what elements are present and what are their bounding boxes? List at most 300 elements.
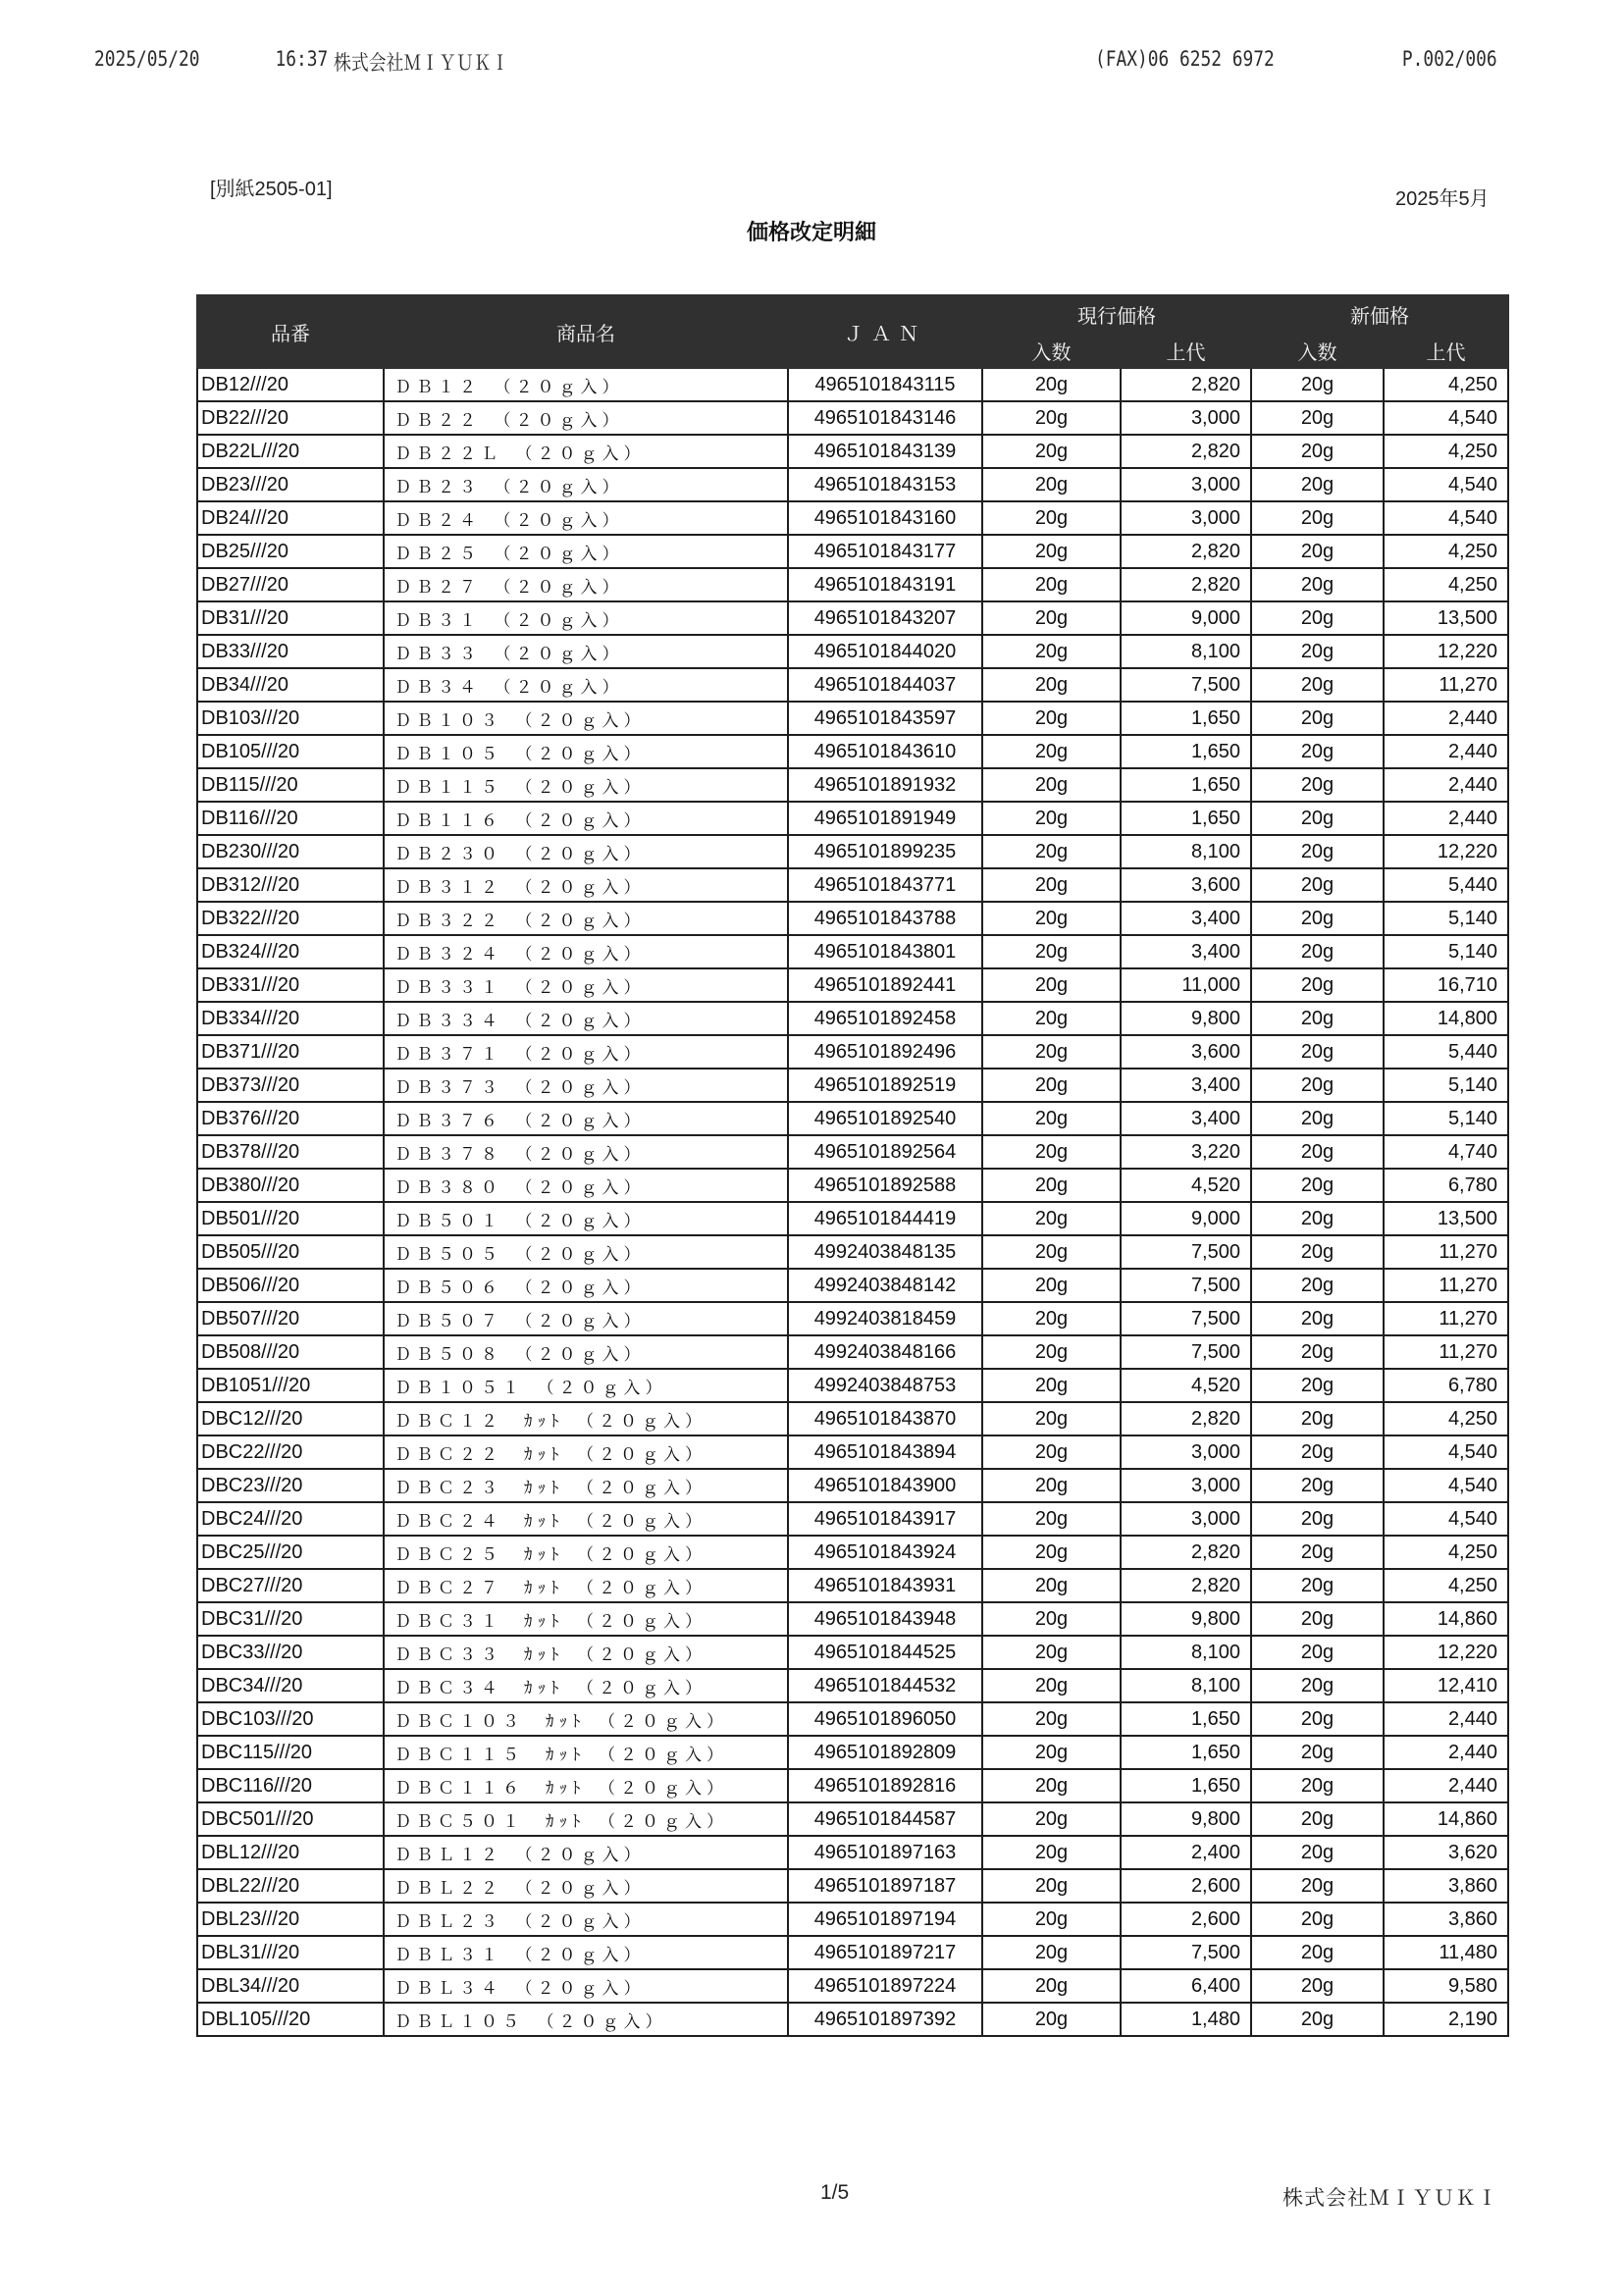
cell-jan: 4965101892458: [788, 1002, 982, 1035]
cell-jan: 4965101896050: [788, 1702, 982, 1736]
cell-current-qty: 20g: [982, 1669, 1121, 1702]
cell-new-qty: 20g: [1251, 1936, 1384, 1969]
cell-code: DB27///20: [197, 568, 384, 601]
cell-current-qty: 20g: [982, 1869, 1121, 1903]
cell-jan: 4965101892496: [788, 1035, 982, 1069]
cell-code: DB324///20: [197, 935, 384, 968]
cell-jan: 4965101843870: [788, 1402, 982, 1435]
cell-name: ＤＢ５０７ （２０ｇ入）: [384, 1302, 788, 1335]
cell-current-list-price: 7,500: [1121, 1936, 1251, 1969]
cell-new-list-price: 4,250: [1384, 535, 1508, 568]
cell-name: ＤＢＣ１１５ ｶｯﾄ （２０ｇ入）: [384, 1736, 788, 1769]
cell-new-list-price: 5,140: [1384, 902, 1508, 935]
cell-new-qty: 20g: [1251, 1202, 1384, 1235]
cell-new-qty: 20g: [1251, 1869, 1384, 1903]
table-row: [197, 1903, 1508, 1936]
document-reference: [別紙2505-01]: [210, 179, 333, 200]
cell-current-list-price: 1,650: [1121, 1702, 1251, 1736]
page-indicator: 1/5: [820, 2181, 850, 2204]
cell-current-list-price: 3,000: [1121, 1435, 1251, 1469]
cell-new-list-price: 13,500: [1384, 601, 1508, 635]
cell-code: DBC115///20: [197, 1736, 384, 1769]
cell-current-list-price: 7,500: [1121, 668, 1251, 702]
column-group-new-price: 新価格: [1251, 295, 1508, 333]
cell-name: ＤＢ２４ （２０ｇ入）: [384, 501, 788, 535]
cell-current-list-price: 1,650: [1121, 1769, 1251, 1802]
cell-name: ＤＢＣ２３ ｶｯﾄ （２０ｇ入）: [384, 1469, 788, 1502]
cell-code: DB508///20: [197, 1335, 384, 1369]
cell-name: ＤＢＣ２４ ｶｯﾄ （２０ｇ入）: [384, 1502, 788, 1536]
cell-new-qty: 20g: [1251, 1235, 1384, 1269]
cell-name: ＤＢ３３１ （２０ｇ入）: [384, 968, 788, 1002]
cell-new-list-price: 11,270: [1384, 1335, 1508, 1369]
cell-code: DBC27///20: [197, 1569, 384, 1602]
table-row: [197, 835, 1508, 868]
column-header-jan: ＪＡＮ: [788, 295, 982, 368]
cell-current-list-price: 3,600: [1121, 1035, 1251, 1069]
cell-new-qty: 20g: [1251, 902, 1384, 935]
cell-code: DB12///20: [197, 368, 384, 401]
cell-name: ＤＢ２５ （２０ｇ入）: [384, 535, 788, 568]
cell-new-qty: 20g: [1251, 1402, 1384, 1435]
cell-code: DBC103///20: [197, 1702, 384, 1736]
cell-code: DB1051///20: [197, 1369, 384, 1402]
cell-current-qty: 20g: [982, 802, 1121, 835]
cell-current-qty: 20g: [982, 902, 1121, 935]
table-row: [197, 1435, 1508, 1469]
cell-code: DBC24///20: [197, 1502, 384, 1536]
cell-code: DBC12///20: [197, 1402, 384, 1435]
cell-jan: 4965101843207: [788, 601, 982, 635]
document-date: 2025年5月: [1395, 188, 1490, 210]
cell-new-qty: 20g: [1251, 401, 1384, 435]
cell-current-qty: 20g: [982, 601, 1121, 635]
cell-current-qty: 20g: [982, 768, 1121, 802]
cell-jan: 4965101843788: [788, 902, 982, 935]
cell-current-list-price: 1,650: [1121, 1736, 1251, 1769]
cell-new-list-price: 2,440: [1384, 1769, 1508, 1802]
table-row: [197, 601, 1508, 635]
cell-new-list-price: 4,250: [1384, 1536, 1508, 1569]
cell-code: DB371///20: [197, 1035, 384, 1069]
cell-new-list-price: 11,270: [1384, 1235, 1508, 1269]
cell-code: DBL12///20: [197, 1836, 384, 1869]
cell-code: DBL22///20: [197, 1869, 384, 1903]
cell-current-qty: 20g: [982, 635, 1121, 668]
cell-new-list-price: 11,270: [1384, 668, 1508, 702]
cell-code: DBC23///20: [197, 1469, 384, 1502]
cell-code: DB373///20: [197, 1069, 384, 1102]
cell-new-qty: 20g: [1251, 1602, 1384, 1636]
cell-name: ＤＢ３３ （２０ｇ入）: [384, 635, 788, 668]
cell-current-list-price: 4,520: [1121, 1369, 1251, 1402]
cell-name: ＤＢ１１５ （２０ｇ入）: [384, 768, 788, 802]
cell-code: DBL34///20: [197, 1969, 384, 2003]
cell-current-qty: 20g: [982, 1302, 1121, 1335]
cell-new-list-price: 5,140: [1384, 935, 1508, 968]
cell-current-list-price: 1,650: [1121, 768, 1251, 802]
cell-new-qty: 20g: [1251, 435, 1384, 468]
cell-name: ＤＢ３２２ （２０ｇ入）: [384, 902, 788, 935]
cell-current-list-price: 3,400: [1121, 1102, 1251, 1135]
cell-jan: 4965101843931: [788, 1569, 982, 1602]
cell-current-qty: 20g: [982, 1235, 1121, 1269]
cell-new-qty: 20g: [1251, 935, 1384, 968]
cell-jan: 4965101844037: [788, 668, 982, 702]
cell-current-list-price: 4,520: [1121, 1169, 1251, 1202]
cell-jan: 4965101843900: [788, 1469, 982, 1502]
cell-current-qty: 20g: [982, 468, 1121, 501]
cell-jan: 4965101844587: [788, 1802, 982, 1836]
cell-name: ＤＢ１０５１ （２０ｇ入）: [384, 1369, 788, 1402]
cell-name: ＤＢ５０５ （２０ｇ入）: [384, 1235, 788, 1269]
table-row: [197, 1702, 1508, 1736]
cell-new-qty: 20g: [1251, 1302, 1384, 1335]
cell-new-qty: 20g: [1251, 501, 1384, 535]
cell-new-qty: 20g: [1251, 1836, 1384, 1869]
cell-new-qty: 20g: [1251, 1569, 1384, 1602]
column-header-new-list-price: 上代: [1384, 333, 1508, 368]
cell-new-list-price: 3,860: [1384, 1869, 1508, 1903]
table-row: [197, 1836, 1508, 1869]
cell-jan: 4965101843610: [788, 735, 982, 768]
cell-name: ＤＢ３７１ （２０ｇ入）: [384, 1035, 788, 1069]
cell-name: ＤＢ３１２ （２０ｇ入）: [384, 868, 788, 902]
table-row: [197, 1169, 1508, 1202]
cell-jan: 4965101892816: [788, 1769, 982, 1802]
cell-new-list-price: 2,190: [1384, 2003, 1508, 2036]
cell-jan: 4965101897224: [788, 1969, 982, 2003]
cell-current-qty: 20g: [982, 1135, 1121, 1169]
cell-name: ＤＢＣ３１ ｶｯﾄ （２０ｇ入）: [384, 1602, 788, 1636]
cell-current-list-price: 1,650: [1121, 702, 1251, 735]
cell-name: ＤＢＣ５０１ ｶｯﾄ （２０ｇ入）: [384, 1802, 788, 1836]
cell-new-list-price: 4,540: [1384, 468, 1508, 501]
table-row: [197, 1369, 1508, 1402]
cell-current-list-price: 3,000: [1121, 501, 1251, 535]
cell-jan: 4965101844020: [788, 635, 982, 668]
cell-jan: 4965101843597: [788, 702, 982, 735]
cell-code: DB103///20: [197, 702, 384, 735]
cell-new-qty: 20g: [1251, 735, 1384, 768]
cell-current-qty: 20g: [982, 1802, 1121, 1836]
cell-new-qty: 20g: [1251, 1335, 1384, 1369]
table-row: [197, 1669, 1508, 1702]
table-row: [197, 868, 1508, 902]
cell-new-qty: 20g: [1251, 1169, 1384, 1202]
cell-current-qty: 20g: [982, 1502, 1121, 1536]
cell-code: DBC33///20: [197, 1636, 384, 1669]
cell-new-qty: 20g: [1251, 802, 1384, 835]
table-row: [197, 1636, 1508, 1669]
cell-current-list-price: 2,600: [1121, 1869, 1251, 1903]
cell-current-qty: 20g: [982, 1269, 1121, 1302]
table-row: [197, 668, 1508, 702]
cell-new-list-price: 4,250: [1384, 368, 1508, 401]
table-row: [197, 1302, 1508, 1335]
cell-code: DBC116///20: [197, 1769, 384, 1802]
cell-new-qty: 20g: [1251, 702, 1384, 735]
cell-code: DB334///20: [197, 1002, 384, 1035]
cell-new-qty: 20g: [1251, 768, 1384, 802]
table-row: [197, 1802, 1508, 1836]
cell-current-qty: 20g: [982, 702, 1121, 735]
cell-new-qty: 20g: [1251, 1102, 1384, 1135]
cell-current-qty: 20g: [982, 2003, 1121, 2036]
table-row: [197, 535, 1508, 568]
cell-code: DB24///20: [197, 501, 384, 535]
cell-new-list-price: 2,440: [1384, 1702, 1508, 1736]
cell-name: ＤＢＣ１０３ ｶｯﾄ （２０ｇ入）: [384, 1702, 788, 1736]
cell-jan: 4965101844419: [788, 1202, 982, 1235]
cell-current-list-price: 2,820: [1121, 1536, 1251, 1569]
cell-code: DBC25///20: [197, 1536, 384, 1569]
cell-jan: 4992403818459: [788, 1302, 982, 1335]
table-row: [197, 1069, 1508, 1102]
cell-new-qty: 20g: [1251, 535, 1384, 568]
cell-jan: 4992403848753: [788, 1369, 982, 1402]
cell-new-list-price: 12,220: [1384, 1636, 1508, 1669]
cell-new-list-price: 4,740: [1384, 1135, 1508, 1169]
table-row: [197, 1602, 1508, 1636]
cell-jan: 4965101843771: [788, 868, 982, 902]
cell-jan: 4965101843115: [788, 368, 982, 401]
cell-code: DB34///20: [197, 668, 384, 702]
cell-new-list-price: 6,780: [1384, 1169, 1508, 1202]
cell-new-list-price: 5,440: [1384, 1035, 1508, 1069]
cell-new-list-price: 4,540: [1384, 1435, 1508, 1469]
cell-new-qty: 20g: [1251, 635, 1384, 668]
fax-sender: 株式会社ＭＩＹＵＫＩ: [334, 51, 509, 75]
cell-new-list-price: 11,480: [1384, 1936, 1508, 1969]
table-row: [197, 1135, 1508, 1169]
cell-jan: 4965101892519: [788, 1069, 982, 1102]
cell-jan: 4965101843917: [788, 1502, 982, 1536]
cell-current-qty: 20g: [982, 668, 1121, 702]
cell-code: DB322///20: [197, 902, 384, 935]
cell-name: ＤＢＣ２２ ｶｯﾄ （２０ｇ入）: [384, 1435, 788, 1469]
cell-new-list-price: 4,540: [1384, 1469, 1508, 1502]
cell-new-qty: 20g: [1251, 668, 1384, 702]
cell-jan: 4965101897187: [788, 1869, 982, 1903]
cell-new-qty: 20g: [1251, 1135, 1384, 1169]
cell-code: DB230///20: [197, 835, 384, 868]
cell-name: ＤＢ１１６ （２０ｇ入）: [384, 802, 788, 835]
cell-jan: 4965101897392: [788, 2003, 982, 2036]
cell-new-qty: 20g: [1251, 1369, 1384, 1402]
cell-current-list-price: 1,480: [1121, 2003, 1251, 2036]
cell-code: DB505///20: [197, 1235, 384, 1269]
cell-name: ＤＢ３７８ （２０ｇ入）: [384, 1135, 788, 1169]
cell-name: ＤＢＬ３１ （２０ｇ入）: [384, 1936, 788, 1969]
cell-new-qty: 20g: [1251, 1969, 1384, 2003]
cell-name: ＤＢ５０６ （２０ｇ入）: [384, 1269, 788, 1302]
cell-jan: 4965101843160: [788, 501, 982, 535]
column-header-current-qty: 入数: [982, 333, 1121, 368]
table-row: [197, 902, 1508, 935]
table-row: [197, 368, 1508, 401]
cell-code: DB506///20: [197, 1269, 384, 1302]
table-row: [197, 568, 1508, 601]
cell-current-list-price: 7,500: [1121, 1235, 1251, 1269]
cell-code: DB376///20: [197, 1102, 384, 1135]
cell-code: DB105///20: [197, 735, 384, 768]
cell-name: ＤＢＣ２５ ｶｯﾄ （２０ｇ入）: [384, 1536, 788, 1569]
cell-code: DBC34///20: [197, 1669, 384, 1702]
cell-new-list-price: 14,800: [1384, 1002, 1508, 1035]
fax-date: 2025/05/20: [94, 47, 200, 71]
cell-new-qty: 20g: [1251, 1903, 1384, 1936]
cell-current-qty: 20g: [982, 1903, 1121, 1936]
fax-transmission-header: [0, 47, 1497, 77]
cell-new-qty: 20g: [1251, 1269, 1384, 1302]
cell-new-qty: 20g: [1251, 601, 1384, 635]
table-row: [197, 768, 1508, 802]
table-row: [197, 1536, 1508, 1569]
table-row: [197, 1335, 1508, 1369]
cell-new-qty: 20g: [1251, 1002, 1384, 1035]
table-row: [197, 1269, 1508, 1302]
cell-jan: 4965101843146: [788, 401, 982, 435]
cell-new-qty: 20g: [1251, 468, 1384, 501]
cell-current-list-price: 6,400: [1121, 1969, 1251, 2003]
cell-jan: 4965101843177: [788, 535, 982, 568]
cell-current-list-price: 2,820: [1121, 1402, 1251, 1435]
cell-name: ＤＢ５０８ （２０ｇ入）: [384, 1335, 788, 1369]
cell-new-list-price: 12,220: [1384, 635, 1508, 668]
cell-current-qty: 20g: [982, 1202, 1121, 1235]
cell-jan: 4965101843801: [788, 935, 982, 968]
document-title: 価格改定明細: [746, 220, 876, 244]
cell-new-qty: 20g: [1251, 1035, 1384, 1069]
cell-current-list-price: 9,000: [1121, 601, 1251, 635]
cell-jan: 4965101897194: [788, 1903, 982, 1936]
cell-current-qty: 20g: [982, 401, 1121, 435]
cell-current-qty: 20g: [982, 1369, 1121, 1402]
cell-code: DB380///20: [197, 1169, 384, 1202]
cell-name: ＤＢＣ２７ ｶｯﾄ （２０ｇ入）: [384, 1569, 788, 1602]
fax-number: (FAX)06 6252 6972: [1095, 47, 1275, 71]
cell-new-list-price: 2,440: [1384, 735, 1508, 768]
cell-name: ＤＢ３７３ （２０ｇ入）: [384, 1069, 788, 1102]
cell-new-list-price: 2,440: [1384, 802, 1508, 835]
column-header-code: 品番: [197, 295, 384, 368]
cell-new-list-price: 5,440: [1384, 868, 1508, 902]
table-header: [197, 295, 1508, 368]
cell-jan: 4965101899235: [788, 835, 982, 868]
cell-current-list-price: 2,820: [1121, 1569, 1251, 1602]
cell-current-qty: 20g: [982, 935, 1121, 968]
cell-new-qty: 20g: [1251, 568, 1384, 601]
cell-new-qty: 20g: [1251, 1069, 1384, 1102]
cell-new-list-price: 4,250: [1384, 568, 1508, 601]
cell-name: ＤＢ２７ （２０ｇ入）: [384, 568, 788, 601]
cell-new-list-price: 11,270: [1384, 1302, 1508, 1335]
cell-current-list-price: 3,400: [1121, 1069, 1251, 1102]
cell-jan: 4965101843948: [788, 1602, 982, 1636]
cell-name: ＤＢ２２ （２０ｇ入）: [384, 401, 788, 435]
cell-new-list-price: 2,440: [1384, 768, 1508, 802]
cell-new-list-price: 3,620: [1384, 1836, 1508, 1869]
cell-current-qty: 20g: [982, 568, 1121, 601]
cell-jan: 4965101843191: [788, 568, 982, 601]
cell-current-list-price: 3,220: [1121, 1135, 1251, 1169]
cell-current-list-price: 7,500: [1121, 1269, 1251, 1302]
cell-current-qty: 20g: [982, 1435, 1121, 1469]
cell-current-qty: 20g: [982, 1335, 1121, 1369]
cell-current-qty: 20g: [982, 535, 1121, 568]
cell-current-qty: 20g: [982, 1636, 1121, 1669]
cell-new-list-price: 2,440: [1384, 702, 1508, 735]
cell-new-list-price: 13,500: [1384, 1202, 1508, 1235]
cell-jan: 4965101892564: [788, 1135, 982, 1169]
cell-current-qty: 20g: [982, 1602, 1121, 1636]
cell-current-qty: 20g: [982, 1402, 1121, 1435]
cell-current-list-price: 7,500: [1121, 1335, 1251, 1369]
cell-new-qty: 20g: [1251, 1669, 1384, 1702]
table-row: [197, 1969, 1508, 2003]
cell-current-qty: 20g: [982, 435, 1121, 468]
cell-code: DBL23///20: [197, 1903, 384, 1936]
cell-name: ＤＢ３３４ （２０ｇ入）: [384, 1002, 788, 1035]
cell-name: ＤＢＣ１１６ ｶｯﾄ （２０ｇ入）: [384, 1769, 788, 1802]
cell-current-qty: 20g: [982, 501, 1121, 535]
cell-current-list-price: 2,820: [1121, 568, 1251, 601]
cell-current-list-price: 3,000: [1121, 1469, 1251, 1502]
cell-current-list-price: 9,800: [1121, 1802, 1251, 1836]
cell-new-qty: 20g: [1251, 968, 1384, 1002]
cell-current-qty: 20g: [982, 735, 1121, 768]
cell-new-list-price: 4,250: [1384, 1402, 1508, 1435]
cell-current-list-price: 3,400: [1121, 902, 1251, 935]
column-group-current-price: 現行価格: [982, 295, 1251, 333]
cell-jan: 4965101891949: [788, 802, 982, 835]
cell-new-list-price: 5,140: [1384, 1102, 1508, 1135]
table-row: [197, 968, 1508, 1002]
cell-new-list-price: 4,540: [1384, 401, 1508, 435]
cell-code: DB331///20: [197, 968, 384, 1002]
cell-current-list-price: 3,400: [1121, 935, 1251, 968]
cell-code: DB31///20: [197, 601, 384, 635]
cell-jan: 4965101891932: [788, 768, 982, 802]
cell-new-qty: 20g: [1251, 368, 1384, 401]
table-row: [197, 435, 1508, 468]
cell-new-list-price: 16,710: [1384, 968, 1508, 1002]
cell-new-qty: 20g: [1251, 1435, 1384, 1469]
cell-jan: 4992403848142: [788, 1269, 982, 1302]
cell-current-qty: 20g: [982, 1536, 1121, 1569]
column-header-current-list-price: 上代: [1121, 333, 1251, 368]
cell-name: ＤＢ２２Ｌ （２０ｇ入）: [384, 435, 788, 468]
cell-new-list-price: 9,580: [1384, 1969, 1508, 2003]
cell-current-list-price: 9,800: [1121, 1002, 1251, 1035]
cell-current-list-price: 8,100: [1121, 835, 1251, 868]
cell-current-list-price: 2,400: [1121, 1836, 1251, 1869]
cell-current-list-price: 3,600: [1121, 868, 1251, 902]
cell-new-qty: 20g: [1251, 1769, 1384, 1802]
table-row: [197, 2003, 1508, 2036]
cell-name: ＤＢＬ１２ （２０ｇ入）: [384, 1836, 788, 1869]
cell-name: ＤＢＣ１２ ｶｯﾄ （２０ｇ入）: [384, 1402, 788, 1435]
cell-new-list-price: 2,440: [1384, 1736, 1508, 1769]
cell-new-qty: 20g: [1251, 1702, 1384, 1736]
cell-new-list-price: 12,410: [1384, 1669, 1508, 1702]
table-row: [197, 1402, 1508, 1435]
cell-current-list-price: 2,820: [1121, 535, 1251, 568]
cell-current-list-price: 1,650: [1121, 802, 1251, 835]
cell-name: ＤＢＣ３４ ｶｯﾄ （２０ｇ入）: [384, 1669, 788, 1702]
cell-jan: 4965101844525: [788, 1636, 982, 1669]
